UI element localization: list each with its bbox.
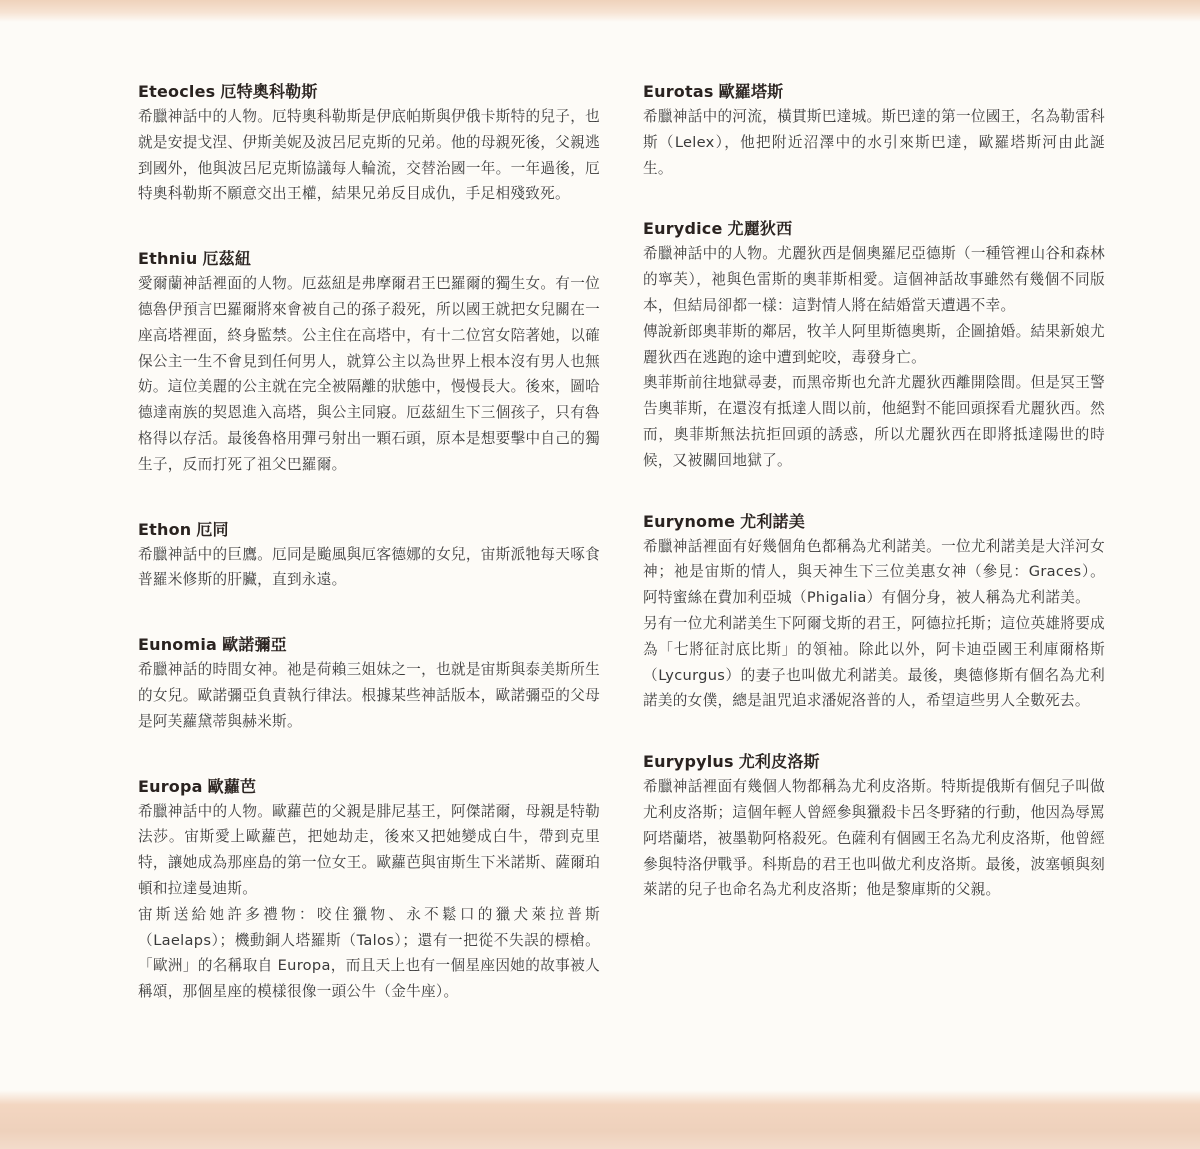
entry-paragraph: 傳說新郎奧菲斯的鄰居，牧羊人阿里斯德奧斯，企圖搶婚。結果新娘尤麗狄西在逃跑的途中遭到蛇咬，毒發身亡。 bbox=[643, 322, 1105, 366]
entry-title bbox=[138, 518, 600, 542]
entry-paragraph: 希臘神話裡面有好幾個角色都稱為尤利諾美。一位尤利諾美是大洋河女神；祂是宙斯的情人，與天神生下三位美惠女神（參見：Graces）。阿特蜜絲在費加利亞城（Phigalia）有個分身，被人稱為尤利諾美。 bbox=[643, 537, 1105, 607]
entry-eurotas bbox=[643, 80, 1105, 181]
entry-title bbox=[138, 80, 600, 104]
entry-term: Eteocles bbox=[138, 82, 216, 101]
right-column bbox=[643, 80, 1105, 939]
entry-term-zh: 尤麗狄西 bbox=[727, 219, 793, 239]
entry-paragraph: 奧菲斯前往地獄尋妻，而黑帝斯也允許尤麗狄西離開陰間。但是冥王警告奧菲斯，在還沒有抵達人間以前，他絕對不能回頭探看尤麗狄西。然而，奧菲斯無法抗拒回頭的誘惑，所以尤麗狄西在即將抵達陽世的時候，又被關回地獄了。 bbox=[643, 374, 1105, 469]
left-column bbox=[138, 80, 600, 1045]
entry-eurydice bbox=[643, 217, 1105, 473]
entry-paragraph: 希臘神話中的人物。歐蘿芭的父親是腓尼基王，阿傑諾爾，母親是特勒法莎。宙斯愛上歐蘿芭，把她劫走，後來又把她變成白牛，帶到克里特，讓她成為那座島的第一位女王。歐蘿芭與宙斯生下米諾斯、薩爾珀頓和拉達曼迪斯。 bbox=[138, 802, 600, 897]
entry-title bbox=[138, 775, 600, 799]
entry-paragraph: 宙斯送給她許多禮物：咬住獵物、永不鬆口的獵犬萊拉普斯（Laelaps）；機動銅人塔羅斯（Talos）；還有一把從不失誤的標槍。「歐洲」的名稱取自 Europa，而且天上也有一個星座因她的故事被人稱頌，那個星座的模樣很像一頭公牛（金牛座）。 bbox=[138, 905, 600, 1001]
entry-term: Europa bbox=[138, 776, 203, 796]
entry-body bbox=[643, 241, 1105, 473]
entry-term: Ethniu bbox=[138, 249, 198, 269]
entry-term: Eurydice bbox=[643, 219, 723, 239]
entry-paragraph: 另有一位尤利諾美生下阿爾戈斯的君王，阿德拉托斯；這位英雄將要成為「七將征討底比斯」的領袖。除此以外，阿卡迪亞國王利庫爾格斯（Lycurgus）的妻子也叫做尤利諾美。最後，奧德修斯有個名為尤利諾美的女僕，總是詛咒追求潘妮洛普的人，希望這些男人全數死去。 bbox=[643, 614, 1105, 710]
entry-body bbox=[643, 104, 1105, 181]
entry-term-zh: 厄同 bbox=[196, 519, 229, 539]
entry-body bbox=[138, 542, 600, 594]
entry-term-zh: 歐諾彌亞 bbox=[222, 635, 287, 655]
entry-term: Eurotas bbox=[643, 82, 714, 101]
entry-ethon bbox=[138, 518, 600, 594]
top-decorative-band bbox=[0, 0, 1200, 22]
entry-body bbox=[138, 271, 600, 477]
entry-paragraph: 希臘神話中的巨鷹。厄同是颱風與厄客德娜的女兒，宙斯派牠每天啄食普羅米修斯的肝臟，直到永遠。 bbox=[138, 545, 600, 589]
entry-body bbox=[643, 774, 1105, 903]
entry-term: Ethon bbox=[138, 519, 192, 539]
entry-body bbox=[138, 104, 600, 207]
entry-eunomia bbox=[138, 633, 600, 734]
entry-eteocles bbox=[138, 80, 600, 207]
entry-paragraph: 愛爾蘭神話裡面的人物。厄茲紐是弗摩爾君王巴羅爾的獨生女。有一位德魯伊預言巴羅爾將來會被自己的孫子殺死，所以國王就把女兒關在一座高塔裡面，終身監禁。公主住在高塔中，有十二位宮女陪著她，以確保公主一生不會見到任何男人，就算公主以為世界上根本沒有男人也無妨。這位美麗的公主就在完全被隔離的狀態中，慢慢長大。後來，圖哈德達南族的契恩進入高塔，與公主同寢。厄茲紐生下三個孩子，只有魯格得以存活。最後魯格用彈弓射出一顆石頭，原本是想要擊中自己的獨生子，反而打死了祖父巴羅爾。 bbox=[138, 275, 600, 473]
entry-term-zh: 尤利諾美 bbox=[740, 511, 805, 531]
entry-title bbox=[643, 217, 1105, 241]
entry-term: Eunomia bbox=[138, 635, 218, 655]
entry-title bbox=[643, 750, 1105, 774]
entry-europa bbox=[138, 775, 600, 1005]
entry-body bbox=[138, 657, 600, 734]
entry-term: Eurynome bbox=[643, 511, 736, 531]
entry-ethniu bbox=[138, 247, 600, 477]
entry-body bbox=[138, 799, 600, 1005]
entry-term-zh: 尤利皮洛斯 bbox=[738, 752, 820, 772]
entry-paragraph: 希臘神話裡面有幾個人物都稱為尤利皮洛斯。特斯提俄斯有個兒子叫做尤利皮洛斯；這個年輕人曾經參與獵殺卡呂冬野豬的行動，他因為辱罵阿塔蘭塔，被墨勒阿格殺死。色薩利有個國王名為尤利皮洛斯，他曾經參與特洛伊戰爭。科斯島的君王也叫做尤利皮洛斯。最後，波塞頓與刻萊諾的兒子也命名為尤利皮洛斯；他是黎庫斯的父親。 bbox=[643, 778, 1105, 899]
bottom-decorative-band bbox=[0, 1090, 1200, 1149]
entry-paragraph: 希臘神話中的人物。厄特奧科勒斯是伊底帕斯與伊俄卡斯特的兒子，也就是安提戈涅、伊斯美妮及波呂尼克斯的兄弟。他的母親死後，父親逃到國外，他與波呂尼克斯協議每人輪流，交替治國一年。一年過後，厄特奧科勒斯不願意交出王權，結果兄弟反目成仇，手足相殘致死。 bbox=[138, 108, 600, 203]
entry-title bbox=[138, 633, 600, 657]
entry-body bbox=[643, 534, 1105, 715]
entry-title bbox=[138, 247, 600, 271]
entry-term-zh: 歐蘿芭 bbox=[207, 776, 257, 796]
entry-term: Eurypylus bbox=[643, 752, 734, 772]
entry-title bbox=[643, 510, 1105, 534]
entry-paragraph: 希臘神話的時間女神。祂是荷賴三姐妹之一，也就是宙斯與泰美斯所生的女兒。歐諾彌亞負責執行律法。根據某些神話版本，歐諾彌亞的父母是阿芙蘿黛蒂與赫米斯。 bbox=[138, 661, 600, 730]
entry-title bbox=[643, 80, 1105, 104]
entry-paragraph: 希臘神話中的河流，橫貫斯巴達城。斯巴達的第一位國王，名為勒雷科斯（Lelex），他把附近沼澤中的水引來斯巴達，歐羅塔斯河由此誕生。 bbox=[643, 108, 1105, 177]
entry-term-zh: 厄茲紐 bbox=[202, 249, 252, 269]
entry-term-zh: 歐羅塔斯 bbox=[718, 82, 784, 101]
entry-term-zh: 厄特奧科勒斯 bbox=[220, 82, 318, 101]
entry-eurynome bbox=[643, 510, 1105, 715]
entry-paragraph: 希臘神話中的人物。尤麗狄西是個奧羅尼亞德斯（一種管裡山谷和森林的寧芙），祂與色雷斯的奧菲斯相愛。這個神話故事雖然有幾個不同版本，但結局卻都一樣：這對情人將在結婚當天遭遇不幸。 bbox=[643, 245, 1105, 314]
entry-eurypylus bbox=[643, 750, 1105, 903]
